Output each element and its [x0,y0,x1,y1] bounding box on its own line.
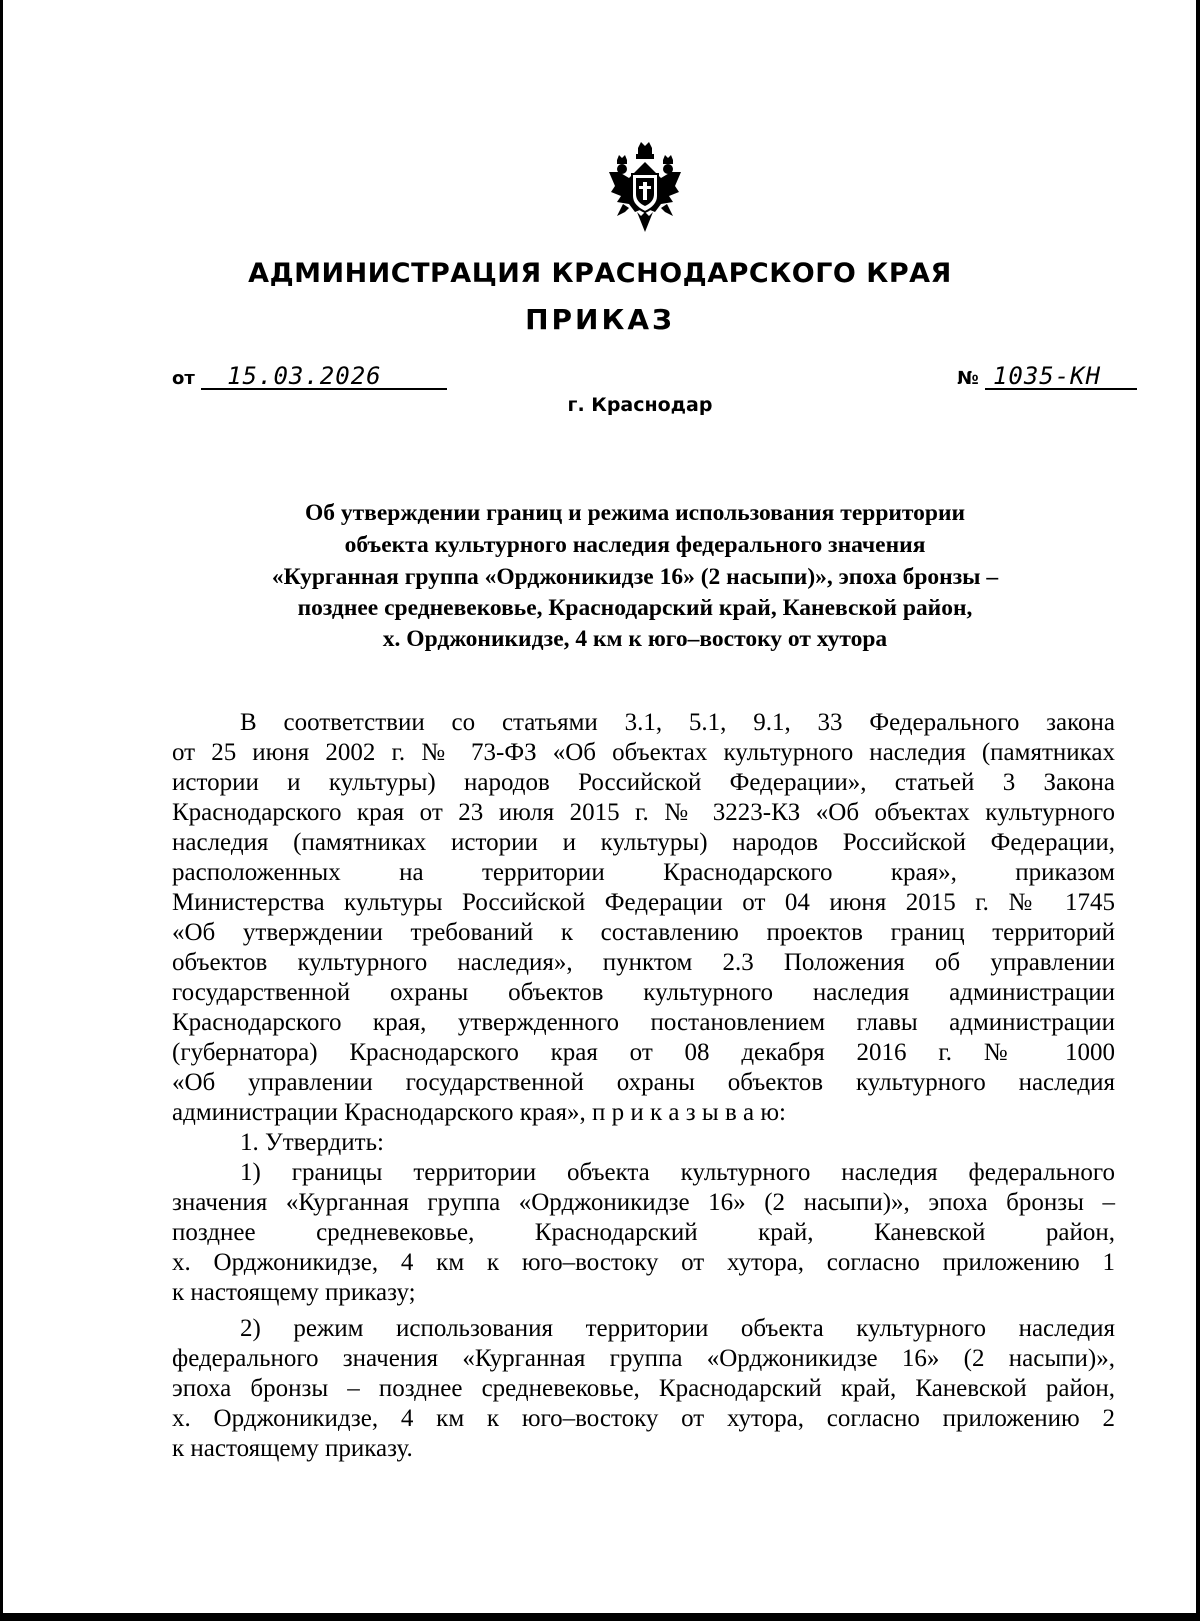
body-text-line: эпоха бронзы – позднее средневековье, Краснодарский край, Каневской район, [172,1375,1115,1402]
scan-edge-right [1196,0,1200,1621]
body-text-line: Министерства культуры Российской Федерации от 04 июня 2015 г. № 1745 [172,889,1115,916]
organization-name: АДМИНИСТРАЦИЯ КРАСНОДАРСКОГО КРАЯ [248,258,952,289]
body-text-line: х. Орджоникидзе, 4 км к юго–востоку от хутора, согласно приложению 1 [172,1249,1115,1276]
body-text-line: х. Орджоникидзе, 4 км к юго–востоку от хутора, согласно приложению 2 [172,1405,1115,1432]
body-text-line: к настоящему приказу. [172,1435,413,1462]
body-text-line: позднее средневековье, Краснодарский край, Каневской район, [172,1219,1115,1246]
body-text-line: Краснодарского края от 23 июля 2015 г. № 3223-КЗ «Об объектах культурного [172,799,1115,826]
body-text-line: (губернатора) Краснодарского края от 08 декабря 2016 г. № 1000 [172,1039,1115,1066]
body-text-line: объектов культурного наследия», пунктом 2.3 Положения об управлении [172,949,1115,976]
document-title-line: Об утверждении границ и режима использования территории [304,500,966,526]
scan-edge-bottom [0,1613,1200,1621]
number-value: 1035-КН [985,364,1137,390]
document-title-line: позднее средневековье, Краснодарский край, Каневской район, [297,595,973,621]
body-text-line: наследия (памятниках истории и культуры) народов Российской Федерации, [172,829,1115,856]
document-type: ПРИКАЗ [525,303,675,336]
body-text-line: Краснодарского края, утвержденного постановлением главы администрации [172,1009,1115,1036]
scan-edge-left [0,0,3,1621]
date-label: от [172,368,195,389]
date-value: 15.03.2026 [201,364,447,390]
body-text-line: от 25 июня 2002 г. № 73-ФЗ «Об объектах культурного наследия (памятниках [172,739,1115,766]
body-text-line: государственной охраны объектов культурного наследия администрации [172,979,1115,1006]
body-text-line: администрации Краснодарского края», п р и к а з ы в а ю: [172,1099,786,1126]
number-field [957,364,1137,390]
city-name: г. Краснодар [567,394,713,416]
body-text-line: «Об утверждении требований к составлению проектов границ территорий [172,919,1115,946]
body-text-line: к настоящему приказу; [172,1279,416,1306]
body-text-line: 1) границы территории объекта культурного наследия федерального [240,1159,1115,1186]
document-title-line: объекта культурного наследия федерального значения [344,532,926,558]
body-text-line: 1. Утвердить: [240,1129,384,1156]
body-text-line: В соответствии со статьями 3.1, 5.1, 9.1, 33 Федерального закона [240,709,1115,736]
coat-of-arms-icon [605,142,685,234]
body-text-line: истории и культуры) народов Российской Федерации», статьей 3 Закона [172,769,1115,796]
body-text-line: федерального значения «Курганная группа «Орджоникидзе 16» (2 насыпи)», [172,1345,1115,1372]
number-label: № [957,368,979,389]
document-title-line: «Курганная группа «Орджоникидзе 16» (2 насыпи)», эпоха бронзы – [271,564,999,590]
body-text-line: значения «Курганная группа «Орджоникидзе 16» (2 насыпи)», эпоха бронзы – [172,1189,1115,1216]
body-text-line: «Об управлении государственной охраны объектов культурного наследия [172,1069,1115,1096]
body-text-line: расположенных на территории Краснодарского края», приказом [172,859,1115,886]
date-field [172,364,447,390]
document-title-line: х. Орджоникидзе, 4 км к юго–востоку от хутора [382,626,888,652]
body-text-line: 2) режим использования территории объекта культурного наследия [240,1315,1115,1342]
